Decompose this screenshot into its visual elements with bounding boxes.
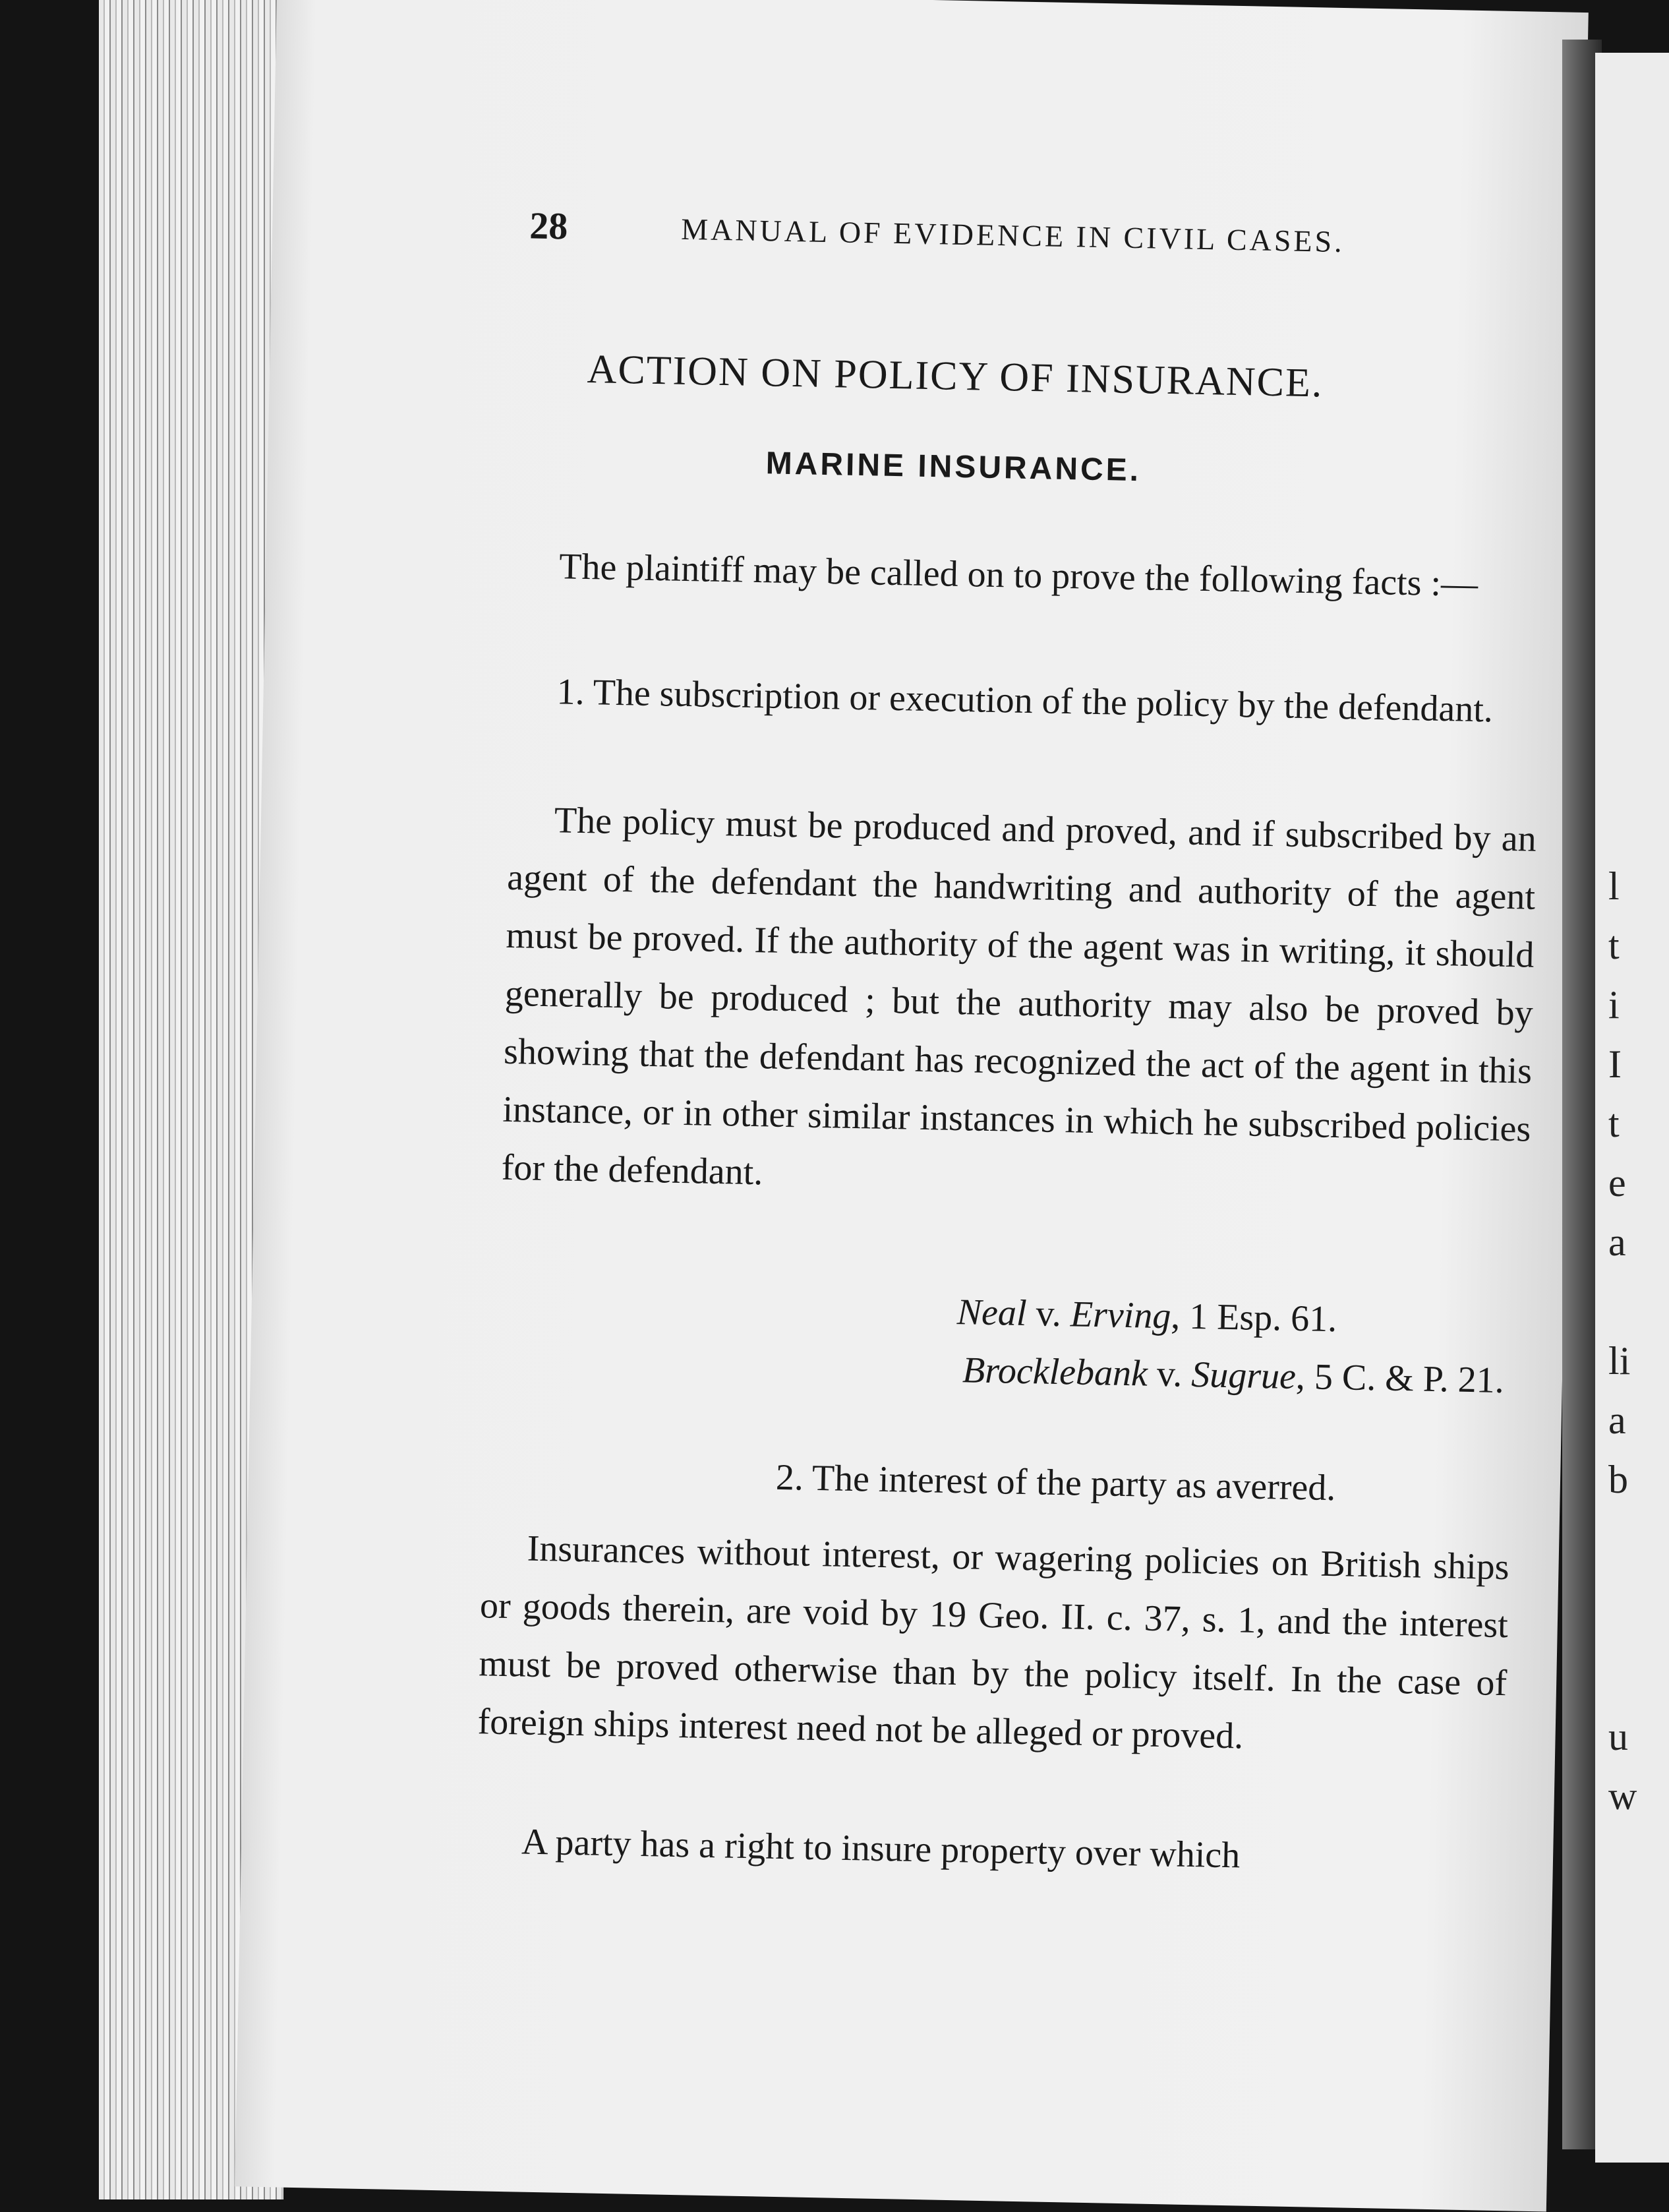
citation-reference: , 1 Esp. 61. [1170,1296,1337,1340]
facing-page-fragment: li [1608,1339,1631,1383]
citation-party: Sugrue [1190,1354,1297,1397]
citation [962,1341,1504,1410]
facing-page-fragment: w [1608,1774,1637,1818]
facing-page-fragment: l [1608,864,1620,908]
subsection-heading: MARINE INSURANCE. [765,446,1142,489]
policy-paragraph: The policy must be produced and proved, and if subscribed by an agent of the defendant the handwriting and authority of the agent must be proved. If the authority of the agent was in writing, it should generally be produced ; but the authority may also be proved by showing that the defendant has recognized the act of the agent in this instance, or in other similar instances in which he subscribed policies for the defendant. [501,800,1537,1193]
item-2-paragraph: 2. The interest of the party as averred. [775,1456,1336,1509]
item-1-paragraph: 1. The subscription or execution of the policy by the defendant. [556,671,1494,731]
interest-paragraph: Insurances without interest, or wagering policies on British ships or goods therein, are void by 19 Geo. II. c. 37, s. 1, and the interest must be proved otherwise than by the policy itself. In the case of foreign ships interest need not be alleged or proved. [477,1528,1510,1757]
facing-page-fragment: e [1608,1161,1626,1205]
section-heading: ACTION ON POLICY OF INSURANCE. [587,347,1324,406]
page-number: 28 [529,204,568,248]
facing-page-fragment: t [1608,1102,1620,1145]
facing-page-fragment: i [1608,983,1620,1027]
facing-page-fragment: b [1608,1458,1628,1501]
citation-list [955,1283,1506,1410]
facing-page-fragment: a [1608,1220,1626,1264]
facing-page-fragment: a [1608,1398,1626,1442]
intro-paragraph: The plaintiff may be called on to prove the following facts :— [558,546,1479,605]
running-title: MANUAL OF EVIDENCE IN CIVIL CASES. [680,212,1345,259]
citation-reference: , 5 C. & P. 21. [1295,1356,1505,1402]
citation-connector: v. [1026,1293,1071,1335]
facing-page [1595,53,1669,2163]
facing-page-fragment: u [1608,1715,1628,1758]
party-paragraph: A party has a right to insure property over which [521,1821,1241,1876]
citation-party: Erving [1070,1294,1171,1337]
book-page [235,0,1589,2211]
citation-party: Brocklebank [962,1350,1148,1394]
citation-party: Neal [956,1292,1028,1334]
citation-connector: v. [1147,1353,1192,1395]
facing-page-fragment: I [1608,1042,1622,1086]
running-head [529,203,1492,281]
citation [956,1283,1506,1352]
facing-page-fragment: t [1608,924,1620,967]
